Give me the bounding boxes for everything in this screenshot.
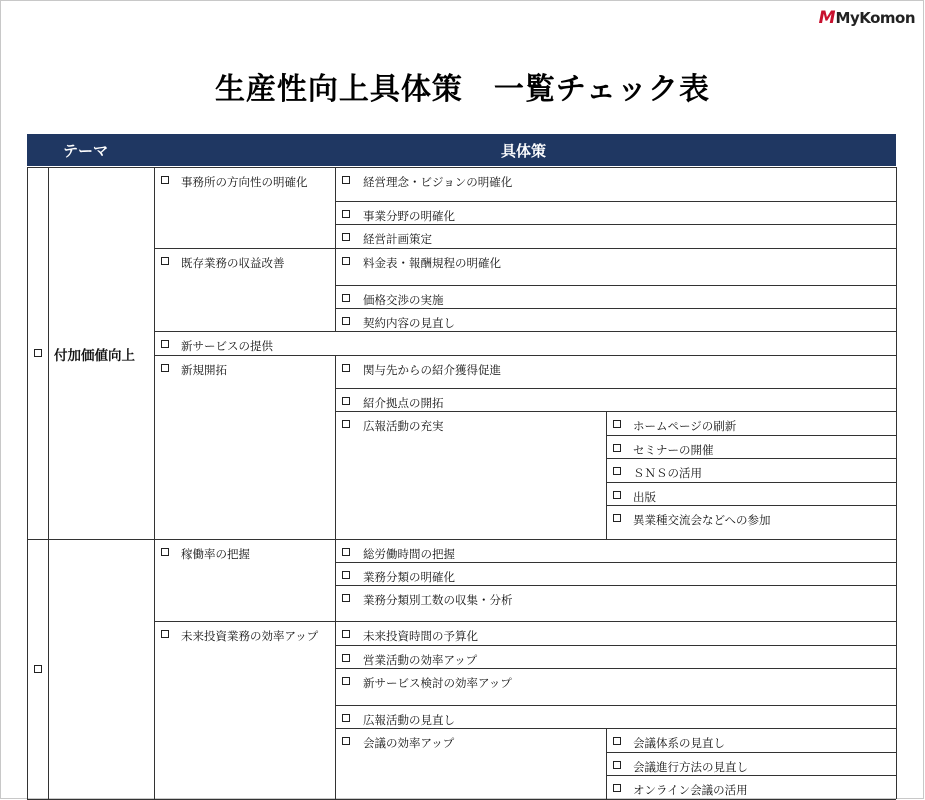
grid-line bbox=[154, 355, 155, 539]
sub-checkbox[interactable] bbox=[342, 571, 350, 579]
grid-line bbox=[335, 285, 896, 286]
sub-label: 広報活動の充実 bbox=[363, 419, 444, 433]
sub-checkbox[interactable] bbox=[342, 210, 350, 218]
grid-line bbox=[335, 539, 336, 621]
sub-label: 総労働時間の把握 bbox=[363, 547, 455, 561]
grid-line bbox=[335, 388, 896, 389]
grid-line bbox=[154, 539, 155, 621]
grid-line bbox=[606, 505, 896, 506]
theme-checkbox[interactable] bbox=[34, 665, 42, 673]
grid-line bbox=[48, 167, 49, 539]
header-theme: テーマ bbox=[63, 142, 109, 160]
grid-line bbox=[154, 248, 155, 331]
sub-checkbox[interactable] bbox=[342, 654, 350, 662]
grid-line bbox=[335, 167, 336, 248]
detail-checkbox[interactable] bbox=[613, 761, 621, 769]
sub-label: 紹介拠点の開拓 bbox=[363, 396, 444, 410]
sub-checkbox[interactable] bbox=[342, 176, 350, 184]
sub-checkbox[interactable] bbox=[342, 714, 350, 722]
sub-checkbox[interactable] bbox=[342, 737, 350, 745]
detail-checkbox[interactable] bbox=[613, 784, 621, 792]
theme-checkbox[interactable] bbox=[34, 349, 42, 357]
grid-line bbox=[335, 645, 896, 646]
item-label: 新規開拓 bbox=[181, 363, 227, 377]
grid-line bbox=[896, 167, 897, 539]
sub-label: 会議の効率アップ bbox=[363, 736, 455, 750]
grid-line bbox=[335, 705, 896, 706]
grid-line bbox=[335, 355, 896, 356]
item-checkbox[interactable] bbox=[161, 364, 169, 372]
grid-line bbox=[896, 539, 897, 799]
detail-label: ホームページの刷新 bbox=[633, 419, 737, 433]
item-label: 稼働率の把握 bbox=[181, 547, 250, 561]
page-title: 生産性向上具体策 一覧チェック表 bbox=[214, 72, 711, 107]
sub-label: 関与先からの紹介獲得促進 bbox=[363, 363, 501, 377]
grid-line bbox=[335, 621, 336, 799]
detail-label: 会議体系の見直し bbox=[633, 736, 725, 750]
item-checkbox[interactable] bbox=[161, 548, 169, 556]
sub-label: 広報活動の見直し bbox=[363, 713, 455, 727]
sub-label: 料金表・報酬規程の明確化 bbox=[363, 256, 501, 270]
item-checkbox[interactable] bbox=[161, 257, 169, 265]
grid-line bbox=[27, 167, 28, 539]
sub-label: 契約内容の見直し bbox=[363, 316, 455, 330]
detail-checkbox[interactable] bbox=[613, 737, 621, 745]
sub-label: 経営理念・ビジョンの明確化 bbox=[363, 175, 513, 189]
grid-line bbox=[606, 458, 896, 459]
grid-line bbox=[27, 539, 28, 799]
grid-line bbox=[335, 308, 896, 309]
grid-line bbox=[335, 224, 896, 225]
grid-line bbox=[606, 752, 896, 753]
sub-checkbox[interactable] bbox=[342, 364, 350, 372]
sub-checkbox[interactable] bbox=[342, 294, 350, 302]
sub-label: 経営計画策定 bbox=[363, 232, 432, 246]
detail-label: 出版 bbox=[633, 490, 656, 504]
grid-line bbox=[154, 331, 155, 355]
sub-label: 未来投資時間の予算化 bbox=[363, 629, 478, 643]
item-checkbox[interactable] bbox=[161, 176, 169, 184]
grid-line bbox=[335, 539, 896, 540]
detail-checkbox[interactable] bbox=[613, 491, 621, 499]
detail-checkbox[interactable] bbox=[613, 467, 621, 475]
grid-line bbox=[335, 668, 896, 669]
grid-line bbox=[335, 201, 896, 202]
grid-line bbox=[335, 411, 896, 412]
grid-line bbox=[335, 167, 896, 168]
sub-checkbox[interactable] bbox=[342, 630, 350, 638]
grid-line bbox=[606, 728, 607, 799]
grid-line bbox=[606, 775, 896, 776]
item-label: 新サービスの提供 bbox=[181, 339, 273, 353]
sub-label: 新サービス検討の効率アップ bbox=[363, 676, 512, 690]
detail-checkbox[interactable] bbox=[613, 514, 621, 522]
sub-label: 業務分類別工数の収集・分析 bbox=[363, 593, 513, 607]
grid-line bbox=[335, 562, 896, 563]
sub-checkbox[interactable] bbox=[342, 677, 350, 685]
detail-label: オンライン会議の活用 bbox=[633, 783, 748, 797]
grid-line bbox=[606, 411, 607, 539]
logo-mark-icon: M bbox=[818, 8, 834, 28]
item-checkbox[interactable] bbox=[161, 630, 169, 638]
item-label: 既存業務の収益改善 bbox=[181, 256, 285, 270]
grid-line bbox=[335, 248, 896, 249]
grid-line bbox=[154, 331, 896, 332]
detail-label: 会議進行方法の見直し bbox=[633, 760, 748, 774]
sub-label: 営業活動の効率アップ bbox=[363, 653, 478, 667]
grid-line bbox=[335, 585, 896, 586]
grid-line bbox=[154, 621, 155, 799]
detail-label: 異業種交流会などへの参加 bbox=[633, 513, 771, 527]
logo-text: MyKomon bbox=[835, 9, 915, 27]
grid-line bbox=[335, 728, 896, 729]
grid-line bbox=[154, 167, 155, 248]
sub-label: 業務分類の明確化 bbox=[363, 570, 455, 584]
sub-checkbox[interactable] bbox=[342, 233, 350, 241]
sub-checkbox[interactable] bbox=[342, 420, 350, 428]
grid-line bbox=[335, 248, 336, 331]
grid-line bbox=[48, 539, 49, 799]
detail-label: セミナーの開催 bbox=[633, 443, 714, 457]
sub-checkbox[interactable] bbox=[342, 317, 350, 325]
sub-checkbox[interactable] bbox=[342, 257, 350, 265]
detail-checkbox[interactable] bbox=[613, 420, 621, 428]
sub-checkbox[interactable] bbox=[342, 548, 350, 556]
grid-line bbox=[335, 355, 336, 539]
detail-checkbox[interactable] bbox=[613, 444, 621, 452]
grid-line bbox=[335, 621, 896, 622]
sub-label: 価格交渉の実施 bbox=[363, 293, 444, 307]
sub-checkbox[interactable] bbox=[342, 594, 350, 602]
item-checkbox[interactable] bbox=[161, 340, 169, 348]
sub-label: 事業分野の明確化 bbox=[363, 209, 455, 223]
detail-label: ＳＮＳの活用 bbox=[633, 466, 702, 480]
grid-line bbox=[606, 435, 896, 436]
sub-checkbox[interactable] bbox=[342, 397, 350, 405]
theme-label: 付加価値向上 bbox=[54, 348, 135, 364]
header-measures: 具体策 bbox=[501, 142, 547, 160]
grid-line bbox=[606, 482, 896, 483]
item-label: 事務所の方向性の明確化 bbox=[181, 175, 308, 189]
item-label: 未来投資業務の効率アップ bbox=[181, 629, 319, 643]
